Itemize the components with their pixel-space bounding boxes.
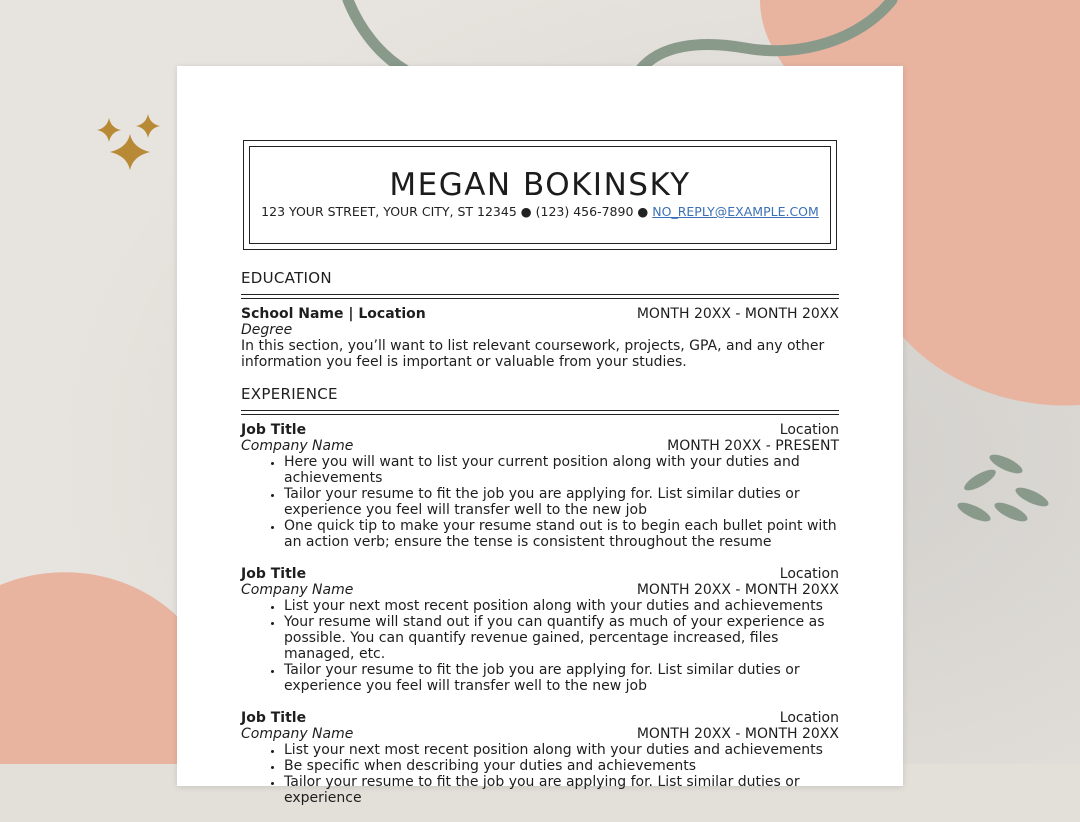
education-section — [241, 269, 839, 370]
job-title: Job Title — [241, 710, 307, 726]
company-name: Company Name — [241, 726, 354, 742]
job-location: Location — [779, 566, 839, 582]
duty-item: • Your resume will stand out if you can quantify as much of your experience as possible. You can quantify revenue gained, percentage increased, files managed, etc. — [284, 614, 839, 662]
duty-item: • List your next most recent position along with your duties and achievements — [284, 598, 839, 614]
duty-item: • List your next most recent position along with your duties and achievements — [284, 742, 839, 758]
duties-list — [241, 598, 839, 694]
job-entry — [241, 566, 839, 694]
duty-item: • Tailor your resume to fit the job you are applying for. List similar duties or experience you feel will transfer well to the new job — [284, 662, 839, 694]
experience-heading: EXPERIENCE — [241, 385, 338, 403]
bullet-separator: ● — [633, 204, 653, 219]
job-location: Location — [779, 710, 839, 726]
job-entry — [241, 422, 839, 550]
bullet-separator: ● — [516, 204, 536, 219]
duty-item: • One quick tip to make your resume stand out is to begin each bullet point with an action verb; ensure the tense is consistent throughout the resume — [284, 518, 839, 550]
duties-list — [241, 454, 839, 550]
job-title: Job Title — [241, 566, 307, 582]
education-heading: EDUCATION — [241, 269, 332, 287]
job-dates: MONTH 20XX - MONTH 20XX — [636, 726, 839, 742]
contact-email-link[interactable]: NO_REPLY@EXAMPLE.COM — [652, 204, 819, 219]
job-title: Job Title — [241, 422, 307, 438]
candidate-name: MEGAN BOKINSKY — [389, 167, 691, 203]
section-divider — [241, 294, 839, 299]
school-name: School Name | Location — [241, 306, 426, 322]
degree: Degree — [241, 322, 293, 338]
job-dates: MONTH 20XX - PRESENT — [667, 438, 839, 454]
education-dates: MONTH 20XX - MONTH 20XX — [636, 306, 839, 322]
company-name: Company Name — [241, 582, 354, 598]
duty-item: • Be specific when describing your duties and achievements — [284, 758, 839, 774]
duties-list — [241, 742, 839, 806]
contact-phone: (123) 456-7890 — [535, 204, 634, 219]
job-dates: MONTH 20XX - MONTH 20XX — [636, 582, 839, 598]
resume-page — [177, 66, 903, 806]
duty-item: • Tailor your resume to fit the job you are applying for. List similar duties or experience — [284, 774, 839, 806]
experience-section — [241, 385, 839, 822]
contact-address: 123 YOUR STREET, YOUR CITY, ST 12345 — [261, 204, 517, 219]
contact-line — [250, 204, 830, 220]
company-name: Company Name — [241, 438, 354, 454]
job-location: Location — [779, 422, 839, 438]
duty-item: • Here you will want to list your current position along with your duties and achievements — [284, 454, 839, 486]
education-description: In this section, you’ll want to list relevant coursework, projects, GPA, and any other information you feel is important or valuable from your studies. — [241, 338, 825, 370]
duty-item: • Tailor your resume to fit the job you are applying for. List similar duties or experience you feel will transfer well to the new job — [284, 486, 839, 518]
section-divider — [241, 410, 839, 415]
header-box — [243, 140, 837, 250]
job-entry — [241, 710, 839, 806]
